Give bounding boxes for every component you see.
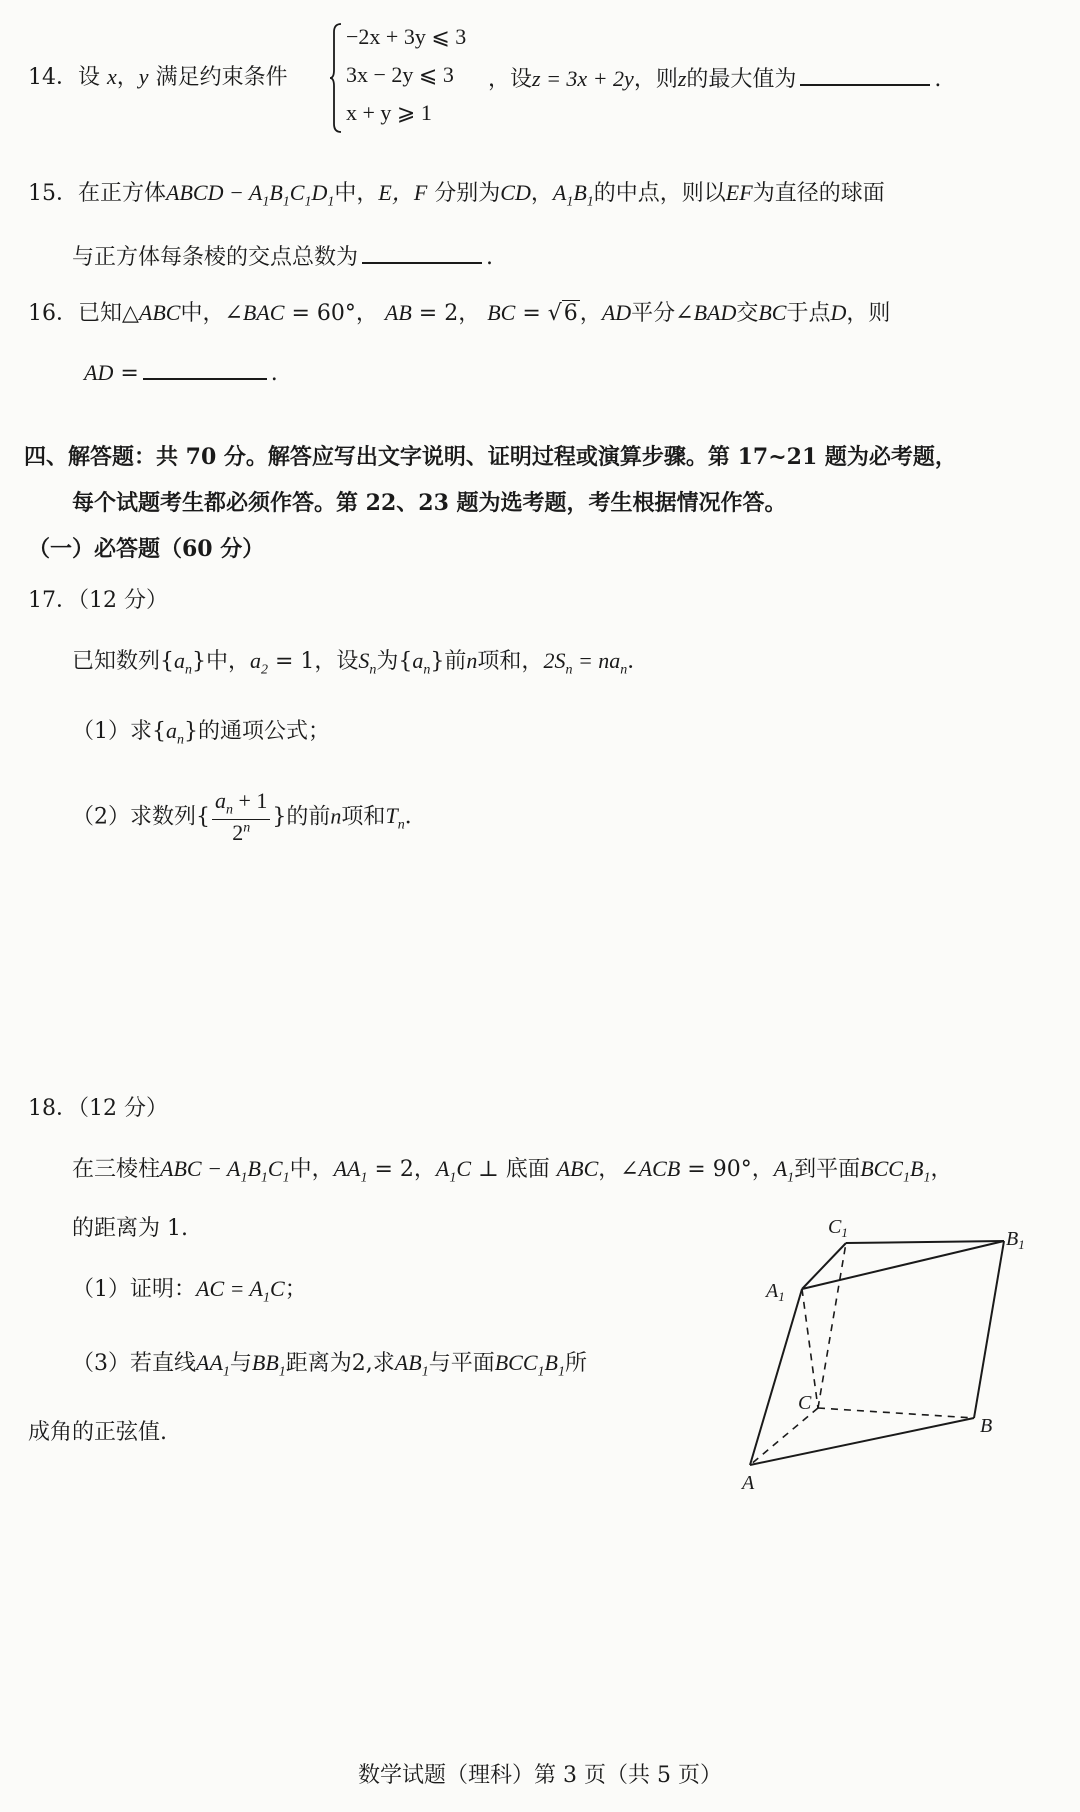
q18-aa1: $AA_1$ bbox=[333, 1156, 368, 1186]
q14-expression: z = 3x + 2y bbox=[532, 66, 634, 91]
q17-stem bbox=[72, 648, 649, 679]
q18-part3-b: 与 bbox=[229, 1351, 252, 1376]
q17-n: n bbox=[466, 648, 478, 673]
q18-part3 bbox=[72, 1350, 587, 1381]
q15-text-f: 为直径的球面 bbox=[752, 181, 885, 206]
q14-comma: ， bbox=[116, 65, 139, 90]
q17-header: 17．（12 分） bbox=[28, 588, 168, 613]
q18-part3-c: 距离为2,求 bbox=[285, 1351, 395, 1376]
q15-edge-cd: CD bbox=[500, 180, 531, 205]
q16-ab: AB bbox=[384, 300, 412, 325]
q17-part2-a: （2）求数列{ bbox=[72, 804, 210, 830]
q18-part3-plane: $BCC_1B_1$ bbox=[494, 1350, 565, 1380]
q18-part3-bb1: $BB_1$ bbox=[251, 1350, 286, 1380]
q18-base-abc: ABC bbox=[556, 1156, 599, 1181]
q18-stem-a: 在三棱柱 bbox=[72, 1157, 161, 1182]
q18-stem-c: ，∠ bbox=[598, 1157, 639, 1182]
q18-stem-line2: 的距离为 1. bbox=[72, 1216, 188, 1241]
q18-stem-e: ， bbox=[930, 1157, 953, 1182]
q14-text-c: ，设 bbox=[488, 67, 533, 92]
q17-tn: $T_n$ bbox=[385, 803, 405, 833]
q14-constraint-2: 3x − 2y ⩽ 3 bbox=[346, 62, 454, 87]
q15-number: 15． bbox=[28, 181, 78, 206]
q15-text-a: 在正方体 bbox=[78, 181, 167, 206]
edge-c-b bbox=[818, 1408, 974, 1418]
label-c: C bbox=[798, 1392, 812, 1414]
q17-sn: $S_n$ bbox=[358, 648, 377, 678]
q18-part3-d: 与平面 bbox=[428, 1351, 495, 1376]
q17-part2-c: 项和 bbox=[341, 804, 386, 830]
q18-part1-eq: AC = $A_1C$ bbox=[196, 1276, 285, 1306]
section4-heading-line1: 四、解答题：共 70 分。解答应写出文字说明、证明过程或演算步骤。第 17~21 题为必考题， bbox=[24, 444, 957, 470]
q14-text-d: ，则 bbox=[633, 67, 678, 92]
q14-text-a: 设 bbox=[78, 65, 101, 90]
q17-an-2: $a_n$ bbox=[412, 648, 431, 678]
q16-answer-blank[interactable] bbox=[143, 358, 267, 380]
q16-text-g: ，则 bbox=[846, 301, 891, 326]
q17-part2-end: ． bbox=[404, 804, 427, 830]
q18-angle-acb: ACB bbox=[638, 1156, 681, 1181]
edge-a1-b1 bbox=[802, 1241, 1004, 1289]
q18-stem-d: 到平面 bbox=[794, 1157, 861, 1182]
q18-a1c: $A_1C$ bbox=[435, 1156, 472, 1186]
q18-prism: ABC − $A_1B_1C_1$ bbox=[160, 1156, 290, 1186]
q17-part2-n: n bbox=[330, 803, 342, 829]
q17-stem-b: }中， bbox=[192, 649, 250, 674]
q14-var-y: y bbox=[138, 64, 149, 89]
q18-aa1-value: = 2， bbox=[367, 1157, 436, 1182]
q18-part1 bbox=[72, 1276, 307, 1307]
q18-part3-line2: 成角的正弦值. bbox=[28, 1420, 167, 1445]
edge-c1-b1 bbox=[846, 1241, 1004, 1243]
label-a: A bbox=[742, 1472, 755, 1494]
q18-part3-ab1: $AB_1$ bbox=[394, 1350, 429, 1380]
q16-eq: = bbox=[113, 361, 139, 386]
q16-line-2 bbox=[84, 358, 278, 387]
q16-text-d: 平分∠ bbox=[631, 301, 694, 326]
q15-answer-blank[interactable] bbox=[362, 242, 482, 264]
q15-points-ef: E，F bbox=[378, 180, 428, 205]
q17-stem-f: 项和， bbox=[477, 649, 544, 674]
q16-bc-2: BC bbox=[758, 300, 787, 325]
q14-constraint-1: −2x + 3y ⩽ 3 bbox=[346, 24, 467, 49]
q16-text-a: 已知△ bbox=[78, 301, 139, 326]
q16-text-b: 中，∠ bbox=[180, 301, 243, 326]
q16-text-e: 交 bbox=[736, 301, 759, 326]
q17-stem-c: = 1，设 bbox=[268, 649, 359, 674]
q16-ad-answer-label: AD bbox=[84, 360, 114, 385]
q16-point-d: D bbox=[830, 300, 847, 325]
q16-angle-bac: BAC bbox=[242, 300, 285, 325]
left-brace-icon bbox=[330, 22, 342, 134]
q18-part1-a: （1）证明： bbox=[72, 1277, 196, 1302]
edge-a1-c bbox=[802, 1289, 818, 1408]
section4-subheading: （一）必答题（60 分） bbox=[28, 536, 265, 562]
prism-figure bbox=[730, 1215, 1025, 1505]
q17-a2: $a_2$ bbox=[250, 648, 268, 678]
q14-line-cont bbox=[488, 64, 941, 93]
q17-part2-b: }的前 bbox=[272, 804, 331, 830]
q15-line-1 bbox=[28, 180, 885, 211]
q15-text-c: 分别为 bbox=[434, 181, 501, 206]
label-b1: $B_1$ bbox=[1006, 1228, 1025, 1252]
page-footer: 数学试题（理科）第 3 页（共 5 页） bbox=[358, 1763, 722, 1788]
q14-constraint-3: x + y ⩾ 1 bbox=[346, 100, 432, 125]
label-b: B bbox=[980, 1415, 993, 1437]
q15-text-e: 的中点，则以 bbox=[593, 181, 726, 206]
q16-line-1: 16．已知△ABC中，∠BAC = 60°， AB = 2， BC = √6，AD平分∠BAD交BC于点D，则 bbox=[28, 300, 891, 326]
q14-var-z: z bbox=[677, 66, 687, 91]
edge-a1-a bbox=[750, 1289, 802, 1465]
q18-header: 18．（12 分） bbox=[28, 1096, 168, 1121]
q15-text-b: 中， bbox=[334, 181, 379, 206]
q18-stem-line1 bbox=[72, 1156, 952, 1187]
q14-text-e: 的最大值为 bbox=[686, 67, 797, 92]
edge-b1-b bbox=[974, 1241, 1004, 1418]
q15-edge-a1b1: $A_1B_1$ bbox=[552, 180, 594, 210]
q18-stem-b: 中， bbox=[289, 1157, 334, 1182]
q17-fraction: $\frac{a_n + 1}{2^n}$ bbox=[212, 788, 270, 847]
q17-part1-a: （1）求{ bbox=[72, 719, 166, 744]
q15-end: . bbox=[486, 245, 494, 270]
q15-segment-ef: EF bbox=[725, 180, 753, 205]
q16-angle-bad: BAD bbox=[693, 300, 737, 325]
q16-sqrt-value: 6 bbox=[563, 301, 578, 326]
q18-a1: $A_1$ bbox=[773, 1156, 795, 1186]
q16-number: 16． bbox=[28, 301, 78, 326]
q16-ad: AD bbox=[601, 300, 632, 325]
q14-var-x: x bbox=[107, 64, 117, 89]
q14-constraint-system bbox=[330, 22, 470, 134]
q18-plane: $BCC_1B_1$ bbox=[860, 1156, 931, 1186]
q17-stem-d: 为{ bbox=[376, 649, 413, 674]
q14-text-b: 满足约束条件 bbox=[155, 65, 288, 90]
edge-c-a bbox=[750, 1408, 818, 1465]
q17-stem-e: }前 bbox=[430, 649, 467, 674]
q14-end: . bbox=[934, 67, 942, 92]
q14-line bbox=[28, 64, 288, 91]
q16-ab-value: = 2， bbox=[411, 301, 481, 326]
q18-part3-a: （3）若直线 bbox=[72, 1351, 196, 1376]
label-a1: $A_1$ bbox=[766, 1280, 785, 1304]
q14-number: 14． bbox=[28, 65, 78, 90]
q15-text-d: ， bbox=[530, 181, 553, 206]
q18-part1-end: ； bbox=[284, 1277, 307, 1302]
edge-a1-c1 bbox=[802, 1243, 846, 1289]
q16-triangle-abc: ABC bbox=[138, 300, 181, 325]
q17-stem-a: 已知数列{ bbox=[72, 649, 174, 674]
label-c1: $C_1$ bbox=[828, 1216, 848, 1240]
q17-stem-end: ． bbox=[627, 649, 650, 674]
q17-part1-b: }的通项公式； bbox=[184, 719, 330, 744]
q18-part3-aa1: $AA_1$ bbox=[196, 1350, 230, 1380]
q16-angle-value: = 60°， bbox=[284, 301, 378, 326]
q15-cube-name: ABCD − $A_1B_1C_1D_1$ bbox=[166, 180, 335, 210]
q18-perp: ⊥ 底面 bbox=[471, 1157, 557, 1182]
q16-end: . bbox=[270, 361, 278, 386]
q17-an: $a_n$ bbox=[174, 648, 192, 678]
edge-a-b bbox=[750, 1418, 974, 1465]
q15-line-2 bbox=[72, 242, 493, 271]
q16-bc: BC bbox=[487, 300, 516, 325]
q17-part2 bbox=[72, 788, 427, 847]
section4-heading-line2: 每个试题考生都必须作答。第 22、23 题为选考题，考生根据情况作答。 bbox=[72, 490, 787, 516]
q18-part3-e: 所 bbox=[564, 1351, 587, 1376]
q17-part1 bbox=[72, 718, 330, 749]
q17-relation: $2S_n = na_n$ bbox=[543, 648, 628, 678]
q16-text-c: ， bbox=[579, 301, 602, 326]
q14-answer-blank[interactable] bbox=[800, 64, 930, 86]
q15-text-line2: 与正方体每条棱的交点总数为 bbox=[72, 245, 359, 270]
q17-part1-an: $a_n$ bbox=[166, 718, 184, 748]
q16-bc-eq: = bbox=[515, 301, 548, 326]
q18-angle-value: = 90°， bbox=[680, 1157, 774, 1182]
q16-text-f: 于点 bbox=[786, 301, 831, 326]
